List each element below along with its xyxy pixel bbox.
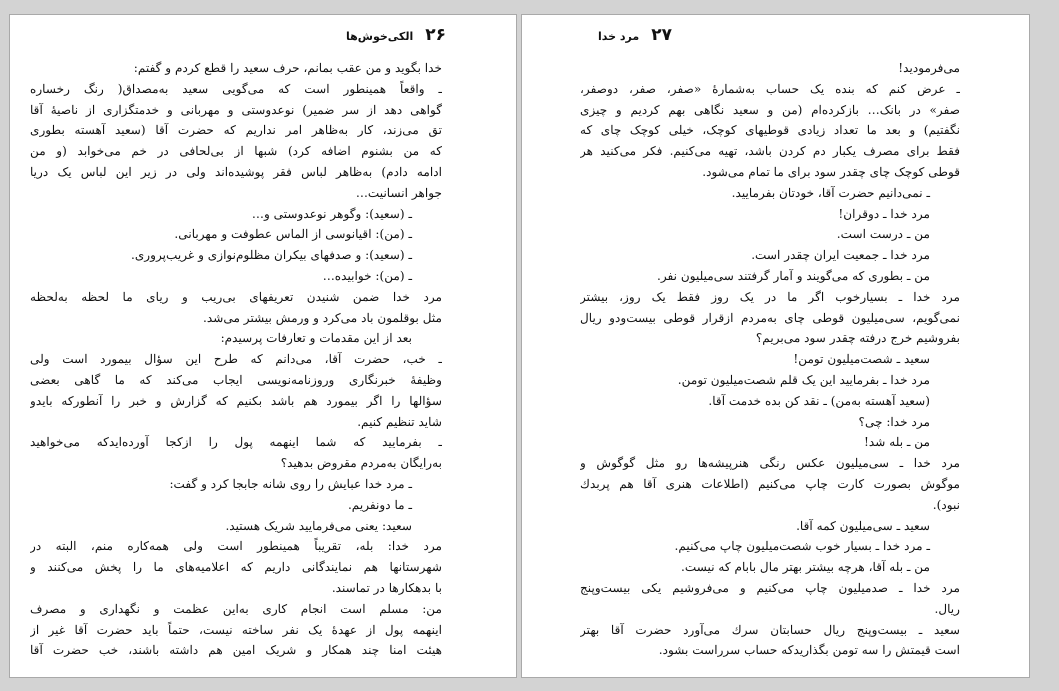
text-line: ـ (سعید): وگوهر نوعدوستی و… [251,206,412,221]
text-line: سعید: یعنی می‌فرمایید شریک هستید. [225,518,412,533]
text-line: سعید ـ شصت‌میلیون تومن! [793,352,930,367]
text-line: سعید ـ سی‌میلیون کمه آقا. [796,518,930,533]
text-line: (سعید آهسته به‌من) ـ نقد کن بده خدمت آقا. [708,393,930,408]
text-line: بعد از این مقدمات و تعارفات پرسیدم: [220,331,412,346]
text-line: مرد خدا ـ دوقران! [838,206,930,221]
text-line: من ـ بطوری که می‌گویند و آمار گرفتند سی‌میلیون نفر. [656,268,930,283]
text-line: ـ (من): خوابیده… [322,268,412,283]
text-line: من ـ درست است. [836,227,930,242]
text-line: مثل بوقلمون باد می‌کرد و ورمش بیشتر می‌شد. [203,310,442,325]
text-line: که من بشنوم اضافه کرد) شبها از بی‌لحافی در خم می‌خوابد (و من [30,144,442,159]
text-line: موگوش بصورت کارت چاپ می‌کنیم (اطلاعات هنری آقا هم پربدك [580,476,960,491]
text-line: وظیفهٔ خبرنگاری وروزنامه‌نویسی ایجاب می‌کند که ما گاهی بعضی [30,372,442,387]
text-line: صفر» در بانک… بازکرده‌ام (من و سعید نگاهی بهم کردیم و چیزی [580,102,960,117]
text-line: گواهی دهد از سر ضمیر) نوعدوستی و مهربانی و خدمتگزاری از ناصیهٔ آقا [30,102,442,117]
right-page-header [598,25,672,47]
text-line: می‌فرمودید! [898,61,960,75]
text-line: نبود). [932,497,960,512]
text-line: اینهمه پول از عهدهٔ یک نفر ساخته نیست، حتماً باید حضرت آقا غیر از [30,622,442,637]
text-line: ـ (من): اقیانوسی از الماس عطوفت و مهربانی. [174,227,412,242]
text-line: بفروشیم خرج درفته چقدر سود می‌بریم؟ [755,331,960,346]
text-line: به‌رایگان به‌مردم مقروض بدهید؟ [280,456,442,471]
text-line: مرد خدا ـ سی‌میلیون عکس رنگی هنرپیشه‌ها رو مثل گوگوش و [580,456,960,471]
left-page-text [30,58,442,661]
right-page [521,14,1030,678]
text-line: من: مسلم است انجام کاری به‌این عظمت و نگهداری و مصرف [30,601,442,616]
text-line: فقط برای مصرف یکبار دم کردن باشد، تهیه می‌کنیم. فکر می‌کنید هر [580,144,960,159]
text-line: تق می‌زند، کار به‌ظاهر امر نداریم که حضرت آقا (سعید آهسته بطوری [30,123,442,138]
text-line: نمی‌گویم، سی‌میلیون قوطی چای به‌مردم ازقرار قوطی بیست‌ودو ریال [580,310,960,325]
text-line: خدا بگوید و من عقب بمانم، حرف سعید را قطع کردم و گفتم: [133,61,442,75]
right-running-title: مرد خدا [598,30,640,43]
right-page-text [580,58,960,661]
text-line: مرد خدا ـ جمعیت ایران چقدر است. [751,248,930,263]
left-page-header [346,25,446,47]
text-line: من ـ بله آقا، هرچه بیشتر بهتر مال بابام که نیست. [681,560,930,575]
text-line: ـ واقعاً همینطور است که می‌گویی سعید به‌مصداق( رنگ رخساره [30,81,442,96]
text-line: قوطی کوچک چای چقدر سود برای ما تمام می‌شود. [702,164,960,179]
text-line: مرد خدا ـ بفرمایید این یک قلم شصت‌میلیون تومن. [677,372,930,387]
text-line: سؤالها را اگر بیمورد هم باشد بکنیم که گزارش و خبر را آنطورکه بایدو [30,393,442,408]
text-line: ـ عرض کنم که بنده یک حساب به‌شمارهٔ «صفر، صفر، دوصفر، [580,81,960,96]
text-line: جواهر انسانیت… [355,185,442,200]
text-line: مرد خدا ضمن شنیدن تعریفهای بی‌ریب و ریای ما لحظه به‌لحظه [30,289,442,304]
text-line: شهرستانها هم نمایندگانی داریم که اعلامیه‌های ما را پخش می‌کنند و [30,560,442,575]
text-line: سعید ـ بیست‌وپنج ریال حسابتان سرك می‌آورد حضرت آقا بهتر [580,622,960,637]
text-line: ـ بفرمایید که شما اینهمه پول را ازکجا آورده‌ایدکه می‌خواهید [30,435,442,450]
text-line: شاید تنظیم کنیم. [357,414,442,429]
text-line: است قیمتش را سه تومن بگذاریدکه حساب سرراست بشود. [658,643,960,658]
text-line: هیئت امنا چند همکار و شریک امین هم داشته باشند، خب حضرت آقا [30,643,442,658]
text-line: با بدهکارها در تماسند. [331,580,442,595]
right-page-number: ۲۷ [651,25,672,45]
text-line: ـ ما دونفریم. [347,497,412,512]
text-line: ـ مرد خدا ـ بسیار خوب شصت‌میلیون چاپ می‌کنیم. [674,539,930,554]
text-line: ریال. [934,601,960,616]
text-line: مرد خدا ـ بسیارخوب اگر ما در یک روز فقط یک روز، بیشتر [580,289,960,304]
left-page-number: ۲۶ [425,25,446,45]
text-line: ـ مرد خدا عبایش را روی شانه جابجا کرد و گفت: [169,476,412,491]
left-page [9,14,517,678]
text-line: مرد خدا: بله، تقریباً همینطور است ولی همه‌کاره منم، البته در [30,539,442,554]
text-line: ـ نمی‌دانیم حضرت آقا، خودتان بفرمایید. [731,185,930,200]
text-line: من ـ بله شد! [864,435,930,450]
text-line: مرد خدا: چی؟ [858,414,930,429]
left-running-title: الکی‌خوش‌ها [346,30,414,43]
text-line: ـ (سعید): و صدفهای بیکران مظلوم‌نوازی و غریب‌پروری. [130,248,412,263]
text-line: نگفتیم) و بعد ما تعداد زیادی قوطیهای کوچک، خیلی کوچک چای که [580,123,960,138]
text-line: مرد خدا ـ صدمیلیون چاپ می‌کنیم و می‌فروشیم یکی بیست‌وپنج [580,580,960,595]
text-line: ادامه دادم) به‌ظاهر لباس فقر پوشیده‌اند ولی در زیر این لباس یک دریا [30,164,442,179]
text-line: ـ خب، حضرت آقا، می‌دانم که طرح این سؤال بیمورد است ولی [30,352,442,367]
